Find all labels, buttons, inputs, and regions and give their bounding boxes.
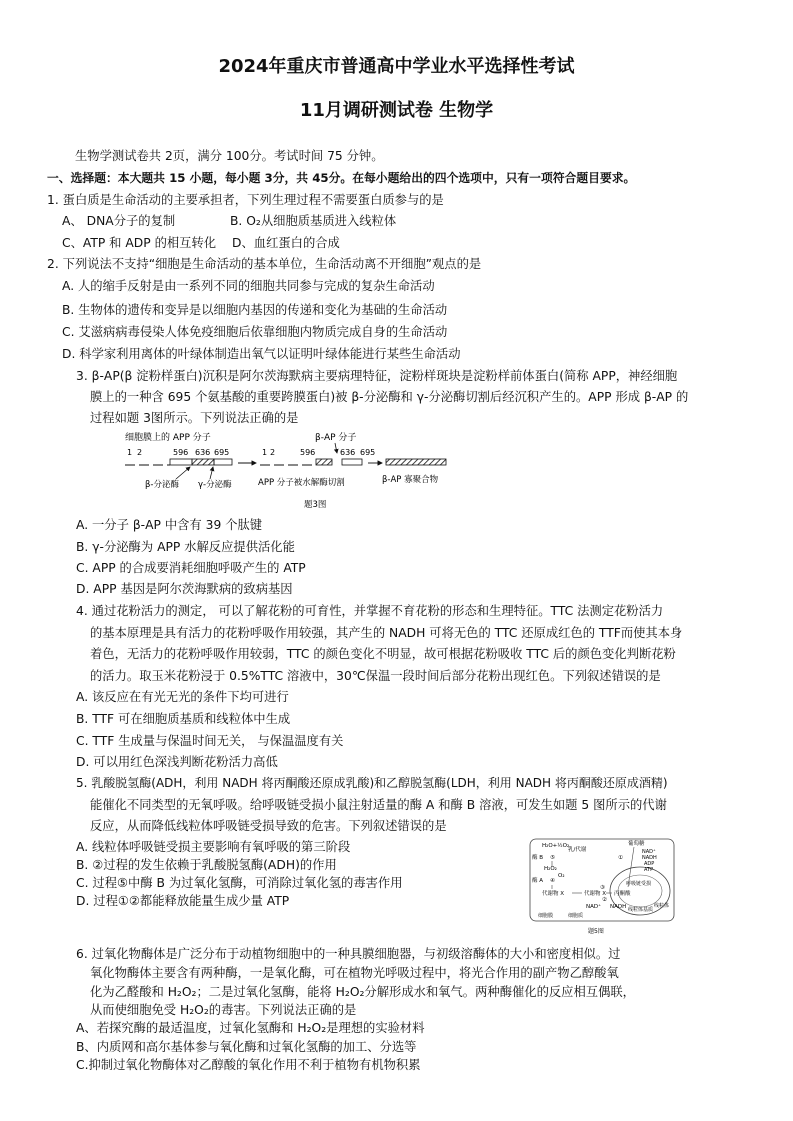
fig5-metabolite-x: 代谢物 X: [542, 891, 565, 897]
q6-stem-1: 6. 过氧化物酶体是广泛分布于动植物细胞中的一种具膜细胞器，与初级溶酶体的大小和密度相似。过: [76, 947, 621, 961]
fig5-enzyme-b: 酶 B: [532, 855, 544, 861]
q3-option-b: B. γ-分泌酶为 APP 水解反应提供活化能: [76, 540, 295, 554]
q3-stem-3: 过程如题 3图所示。下列说法正确的是: [90, 411, 299, 425]
fig5-cell-membrane: 细胞膜: [538, 913, 554, 919]
q5-option-b: B. ②过程的发生依赖于乳酸脱氢酶(ADH)的作用: [76, 858, 337, 872]
q5-option-d: D. 过程①②都能释放能量生成少量 ATP: [76, 894, 290, 908]
q3-option-d: D. APP 基因是阿尔茨海默病的致病基因: [76, 582, 293, 596]
fig5-adp: ADP: [644, 861, 655, 867]
fig5-nad-top: NAD⁺: [642, 849, 656, 855]
q6-option-c: C.抑制过氧化物酶体对乙醇酸的氧化作用不利于植物有机物积累: [76, 1058, 421, 1072]
q4-option-c: C. TTF 生成量与保温时间无关， 与保温温度有关: [76, 734, 344, 748]
q6-stem-4: 从而使细胞免受 H₂O₂的毒害。下列说法正确的是: [90, 1003, 357, 1017]
fig5-step-2: ②: [602, 897, 607, 903]
fig3-num-596b: 596: [300, 448, 316, 457]
fig3-gamma-enzyme: γ-分泌酶: [198, 480, 232, 490]
fig5-enzyme-a: 酶 A: [532, 878, 544, 884]
q1-option-d: D、血红蛋白的合成: [232, 236, 340, 250]
q4-stem-2: 的基本原理是具有活力的花粉呼吸作用较强，其产生的 NADH 可将无色的 TTC 还原成红色的 TTF而使其本身: [90, 626, 683, 640]
q2-option-b: B. 生物体的遗传和变异是以细胞内基因的传递和变化为基础的生命活动: [62, 303, 448, 317]
fig5-atp: ATP: [644, 867, 654, 873]
fig3-caption: 题3图: [304, 500, 327, 510]
fig5-step-1: ①: [618, 855, 623, 861]
fig3-beta-enzyme: β-分泌酶: [145, 480, 179, 490]
exam-title: 2024年重庆市普通高中学业水平选择性考试: [218, 56, 575, 77]
q4-option-d: D. 可以用红色深浅判断花粉活力高低: [76, 755, 278, 769]
fig3-num-695b: 695: [360, 448, 376, 457]
q3-figure: [110, 427, 490, 513]
q1-option-a: A、 DNA分子的复制: [62, 214, 176, 228]
q4-stem-1: 4. 通过花粉活力的测定， 可以了解花粉的可育性，并掌握不育花粉的形态和生理特征。TTC 法测定花粉活力: [76, 604, 664, 618]
fig3-agg-label: β-AP 寡聚合物: [382, 475, 439, 485]
fig3-bap-label: β-AP 分子: [315, 433, 357, 443]
q6-stem-3: 化为乙醛酸和 H₂O₂；二是过氧化氢酶，能将 H₂O₂分解形成水和氧气。两种酶催化的反应相互偶联，: [90, 985, 635, 999]
fig5-glucose: 葡萄糖: [628, 841, 645, 847]
exam-subtitle: 11月调研测试卷 生物学: [299, 100, 494, 121]
fig5-cytosol: 细胞质: [568, 913, 584, 919]
fig5-chain: 呼吸链受损: [626, 881, 652, 887]
section-heading: 一、选择题：本大题共 15 小题，每小题 3分，共 45分。在每小题给出的四个选项中，只有一项符合题目要求。: [47, 171, 636, 185]
q6-stem-2: 氧化物酶体主要含有两种酶，一是氧化酶，可在植物光呼吸过程中，将光合作用的副产物乙醇酸氧: [90, 966, 619, 980]
fig5-nad: NAD⁺: [586, 904, 602, 910]
q6-option-b: B、内质网和高尔基体参与氧化酶和过氧化氢酶的加工、分选等: [76, 1040, 417, 1054]
q2-option-c: C. 艾滋病病毒侵染人体免疫细胞后依靠细胞内物质完成自身的生命活动: [62, 325, 448, 339]
fig3-num-596: 596: [173, 448, 189, 457]
fig3-num-2: 2: [137, 448, 143, 457]
q2-stem: 2. 下列说法不支持“细胞是生命活动的基本单位，生命活动离不开细胞”观点的是: [47, 257, 482, 271]
q3-option-c: C. APP 的合成要消耗细胞呼吸产生的 ATP: [76, 561, 306, 575]
q3-stem-2: 膜上的一种含 695 个氨基酸的重要跨膜蛋白)被 β-分泌酶和 γ-分泌酶切割后经沉积产生的。APP 形成 β-AP 的: [90, 390, 689, 404]
q3-stem-1: 3. β-AP(β 淀粉样蛋白)沉积是阿尔茨海默病主要病理特征，淀粉样斑块是淀粉样前体蛋白(简称 APP，神经细胞: [76, 369, 678, 383]
fig5-step-4: ④: [550, 878, 555, 884]
exam-intro: 生物学测试卷共 2页，满分 100分。考试时间 75 分钟。: [75, 149, 384, 163]
q2-option-d: D. 科学家利用离体的叶绿体制造出氧气以证明叶绿体能进行某些生命活动: [62, 347, 461, 361]
fig3-num-1b: 1: [262, 448, 268, 457]
q1-option-b: B. O₂从细胞质基质进入线粒体: [230, 214, 397, 228]
fig5-step-3: ③: [600, 885, 605, 891]
fig3-num-1: 1: [127, 448, 133, 457]
fig5-pyruvate: 丙酮酸: [614, 891, 631, 897]
fig3-num-695: 695: [214, 448, 230, 457]
q4-stem-4: 的活力。取玉米花粉浸于 0.5%TTC 溶液中，30℃保温一段时间后部分花粉出现红色。下列叙述错误的是: [90, 669, 661, 683]
fig5-caption: 题5图: [588, 928, 604, 935]
fig5-h2o: H₂O+½O₂: [542, 843, 570, 849]
fig5-step-5: ⑤: [550, 855, 555, 861]
fig3-app-label: 细胞膜上的 APP 分子: [125, 433, 211, 443]
q2-option-a: A. 人的缩手反射是由一系列不同的细胞共同参与完成的复杂生命活动: [62, 279, 435, 293]
fig3-num-636: 636: [195, 448, 211, 457]
fig5-h2o2: H₂O₂: [544, 866, 557, 872]
q5-stem-2: 能催化不同类型的无氧呼吸。给呼吸链受损小鼠注射适量的酶 A 和酶 B 溶液，可发生如题 5 图所示的代谢: [90, 798, 667, 812]
fig5-metab: 乳/代谢: [568, 847, 587, 853]
q5-stem-3: 反应，从而降低线粒体呼吸链受损导致的危害。下列叙述错误的是: [90, 819, 447, 833]
q4-option-a: A. 该反应在有光无光的条件下均可进行: [76, 690, 289, 704]
q4-stem-3: 着色，无活力的花粉呼吸作用较弱，TTC 的颜色变化不明显，故可根据花粉吸收 TTC 后的颜色变化判断花粉: [90, 647, 676, 661]
fig3-num-2b: 2: [270, 448, 276, 457]
q5-stem-1: 5. 乳酸脱氢酶(ADH，利用 NADH 将丙酮酸还原成乳酸)和乙醇脱氢酶(LDH，利用 NADH 将丙酮酸还原成酒精): [76, 776, 668, 790]
fig5-o2: O₂: [558, 873, 565, 879]
q5-figure: [528, 837, 678, 937]
q6-option-a: A、若探究酶的最适温度，过氧化氢酶和 H₂O₂是理想的实验材料: [76, 1021, 425, 1035]
q1-option-c: C、ATP 和 ADP 的相互转化: [62, 236, 217, 250]
fig3-cut-label: APP 分子被水解酶切割: [258, 478, 345, 488]
q4-option-b: B. TTF 可在细胞质基质和线粒体中生成: [76, 712, 291, 726]
fig5-mito-matrix: 线粒体基质: [628, 907, 654, 913]
fig5-nadh: NADH: [610, 904, 627, 910]
q3-option-a: A. 一分子 β-AP 中含有 39 个肽键: [76, 518, 263, 532]
fig5-metabolite-x2: 代谢物 X: [584, 891, 607, 897]
fig3-num-636b: 636: [340, 448, 356, 457]
q1-stem: 1. 蛋白质是生命活动的主要承担者，下列生理过程不需要蛋白质参与的是: [47, 193, 444, 207]
q5-option-a: A. 线粒体呼吸链受损主要影响有氧呼吸的第三阶段: [76, 840, 351, 854]
fig5-mito: 线粒体: [654, 903, 670, 909]
q5-option-c: C. 过程⑤中酶 B 为过氧化氢酶，可消除过氧化氢的毒害作用: [76, 876, 403, 890]
fig5-nadh-top: NADH: [642, 855, 657, 861]
